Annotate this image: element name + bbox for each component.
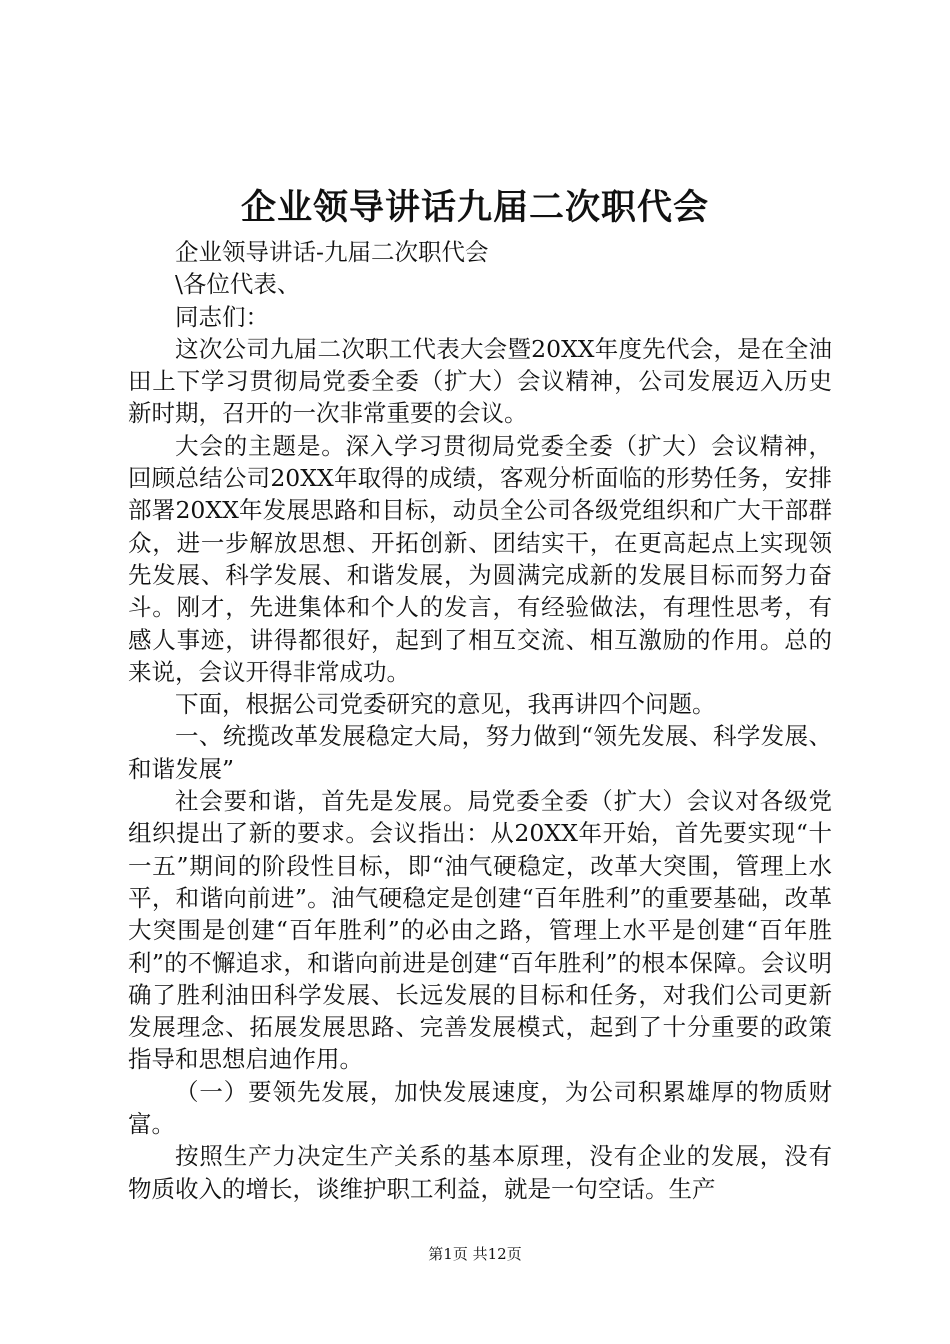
body-paragraph: 下面，根据公司党委研究的意见，我再讲四个问题。 [175,690,716,719]
page-footer: 第1页 共12页 [428,1245,522,1263]
section-heading: 一、统揽改革发展稳定大局，努力做到“领先发展、科学发展、和谐发展” [128,722,832,783]
body-paragraph: 这次公司九届二次职工代表大会暨20XX年度先代会，是在全油田上下学习贯彻局党委全委（扩大）会议精神，公司发展迈入历史新时期，召开的一次非常重要的会议。 [128,334,832,428]
document-body [128,236,832,1205]
document-title: 企业领导讲话九届二次职代会 [240,187,709,228]
salutation-paragraph: 同志们： [175,302,269,331]
body-paragraph: 按照生产力决定生产关系的基本原理，没有企业的发展，没有物质收入的增长，谈维护职工利益，就是一句空话。生产 [128,1142,832,1203]
body-paragraph: 社会要和谐，首先是发展。局党委全委（扩大）会议对各级党组织提出了新的要求。会议指出：从20XX年开始，首先要实现“十一五”期间的阶段性目标，即“油气硬稳定，改革大突围，管理上水平，和谐向前进”。油气硬稳定是创建“百年胜利”的重要基础，改革大突围是创建“百年胜利”的必由之路，管理上水平是创建“百年胜利”的不懈追求，和谐向前进是创建“百年胜利”的根本保障。会议明确了胜利油田科学发展、长远发展的目标和任务，对我们公司更新发展理念、拓展发展思路、完善发展模式，起到了十分重要的政策指导和思想启迪作用。 [128,787,832,1074]
salutation-paragraph: \各位代表、 [175,270,301,299]
body-paragraph: 大会的主题是。深入学习贯彻局党委全委（扩大）会议精神，回顾总结公司20XX年取得的成绩，客观分析面临的形势任务，安排部署20XX年发展思路和目标，动员全公司各级党组织和广大干部群众，进一步解放思想、开拓创新、团结实干，在更高起点上实现领先发展、科学发展、和谐发展，为圆满完成新的发展目标而努力奋斗。刚才，先进集体和个人的发言，有经验做法，有理性思考，有感人事迹，讲得都很好，起到了相互交流、相互激励的作用。总的来说，会议开得非常成功。 [128,431,832,686]
subtitle-paragraph: 企业领导讲话-九届二次职代会 [175,238,489,266]
subsection-heading: （一）要领先发展，加快发展速度，为公司积累雄厚的物质财富。 [128,1077,832,1139]
